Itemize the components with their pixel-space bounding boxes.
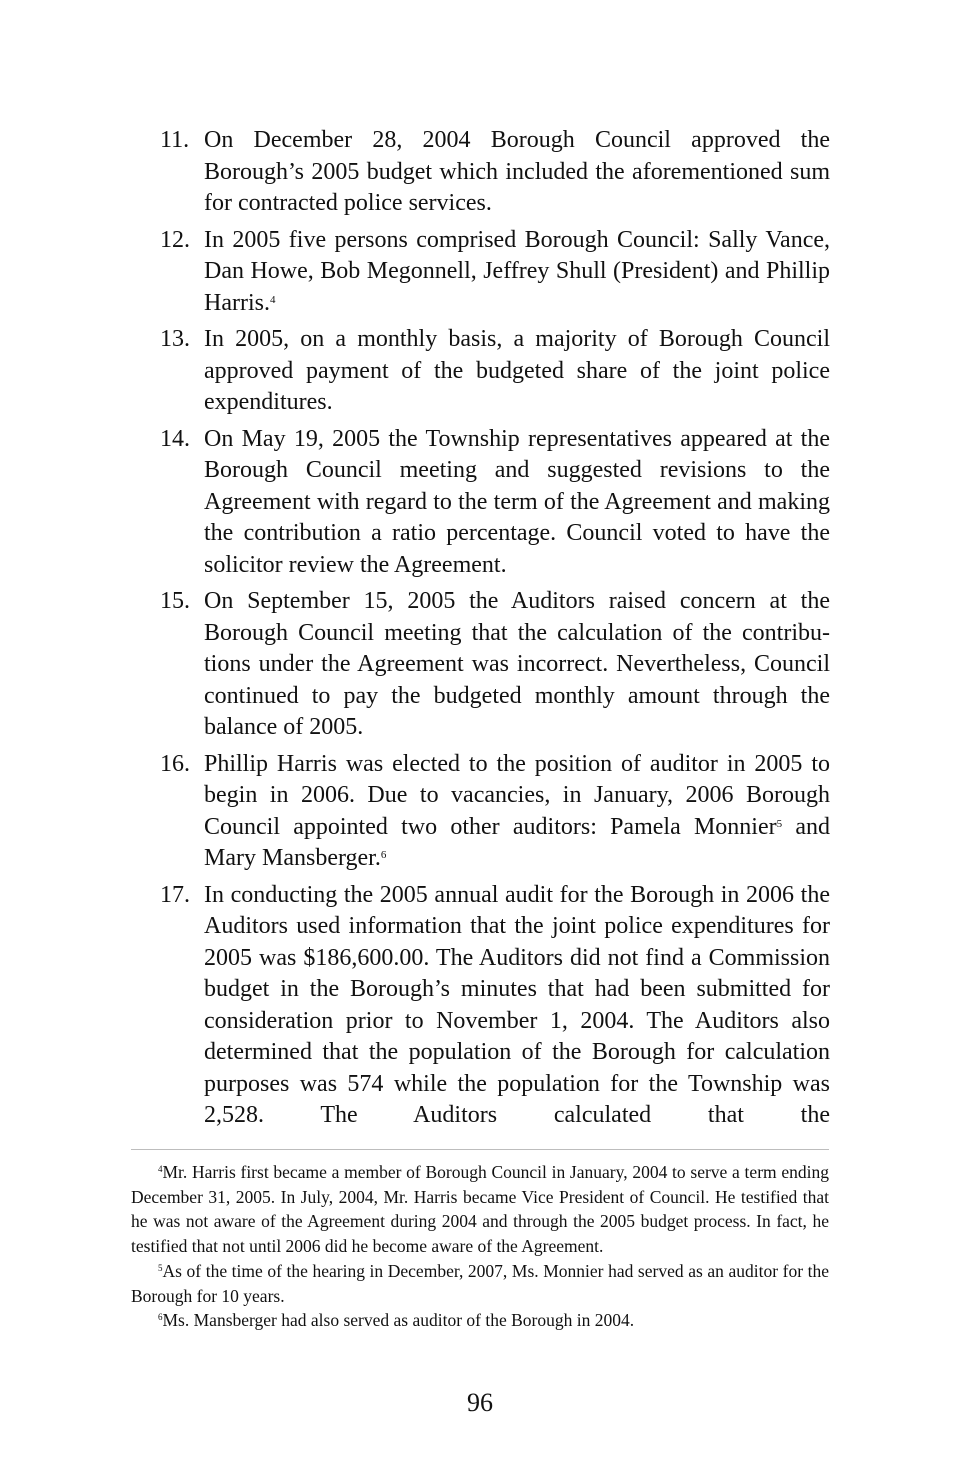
footnote-text: Mr. Harris first became a member of Borough Council in January, 2004 to serve a term ending December 31, 2005. In July, 2004, Mr. Harris became Vice President of Council. He testified that he was not aware of the Agreement during 2004 and through the 2005 budget process. In fact, he testified that not until 2006 did he become aware of the Agreement. <box>131 1162 829 1257</box>
paragraph-text-part: and Mary Mansberger. <box>204 813 831 871</box>
paragraph-16 <box>160 749 830 875</box>
footnote-ref[interactable]: 6 <box>380 849 387 861</box>
paragraph-text: In conducting the 2005 annual audit for the Borough in 2006 the Auditors used information that the joint police expenditures for 2005 was $186,600.00. The Auditors did not find a Commission budget in the Borough’s minutes that had been submitted for consideration prior to November 1, 2004. The Auditors also determined that the population of the Borough for calculation purposes was 574 while the population for the Township was 2,528. The Auditors calculated that the <box>204 881 830 1128</box>
paragraph-number: 13. <box>160 326 190 352</box>
paragraph-text: On December 28, 2004 Borough Council approved the Borough’s 2005 budget which included the aforementioned sum for contracted police services. <box>204 127 830 216</box>
paragraph-number: 14. <box>160 425 190 452</box>
paragraph-17 <box>160 880 830 1132</box>
footnote-separator <box>131 1149 829 1150</box>
paragraph-13 <box>160 324 830 419</box>
footnote-mark: 6 <box>158 1312 163 1323</box>
footnote-6 <box>131 1308 829 1333</box>
paragraph-text: In 2005, on a monthly basis, a majority of Borough Council approved payment of the budgeted share of the joint police expenditures. <box>204 326 830 415</box>
paragraph-text: On September 15, 2005 the Auditors raised concern at the Borough Council meeting that the calculation of the contributions under the Agreement was incorrect. Nevertheless, Council continued to pay the budgeted monthly amount through the balance of 2005. <box>204 588 830 740</box>
paragraph-text-wrap <box>204 225 830 320</box>
footnote-ref[interactable]: 4 <box>269 293 276 306</box>
paragraph-14 <box>160 424 830 582</box>
numbered-paragraphs <box>160 125 830 1137</box>
paragraph-12 <box>160 225 830 320</box>
footnote-ref[interactable]: 5 <box>776 817 783 830</box>
paragraph-15 <box>160 586 830 744</box>
footnote-4 <box>131 1160 829 1259</box>
footnote-5 <box>131 1259 829 1308</box>
paragraph-text-wrap <box>204 749 830 875</box>
paragraph-number: 11. <box>160 127 190 153</box>
paragraph-number: 12. <box>160 226 190 253</box>
footnote-mark: 4 <box>158 1164 163 1174</box>
paragraph-text: In 2005 five persons comprised Borough Council: Sally Vance, Dan Howe, Bob Megonnell, Jeffrey Shull (President) and Phillip Harris. <box>204 226 830 316</box>
paragraph-11 <box>160 125 830 220</box>
footnotes <box>131 1160 829 1333</box>
footnote-mark: 5 <box>158 1262 163 1273</box>
paragraph-text-part: Phillip Harris was elected to the position of auditor in 2005 to begin in 2006. Due to vacancies, in January, 2006 Borough Council appointed two other auditors: Pamela Monnier <box>204 750 830 840</box>
paragraph-number: 17. <box>160 881 190 908</box>
page-number: 96 <box>467 1388 493 1417</box>
paragraph-number: 16. <box>160 750 190 777</box>
paragraph-number: 15. <box>160 588 190 614</box>
footnote-text: As of the time of the hearing in December, 2007, Ms. Monnier had served as an auditor for the Borough for 10 years. <box>131 1260 829 1306</box>
paragraph-text: On May 19, 2005 the Township representatives appeared at the Borough Council meeting and suggested revisions to the Agreement with regard to the term of the Agreement and making the contribution a ratio percentage. Council voted to have the solicitor review the Agreement. <box>204 425 830 578</box>
footnote-text: Ms. Mansberger had also served as auditor of the Borough in 2004. <box>162 1310 635 1331</box>
